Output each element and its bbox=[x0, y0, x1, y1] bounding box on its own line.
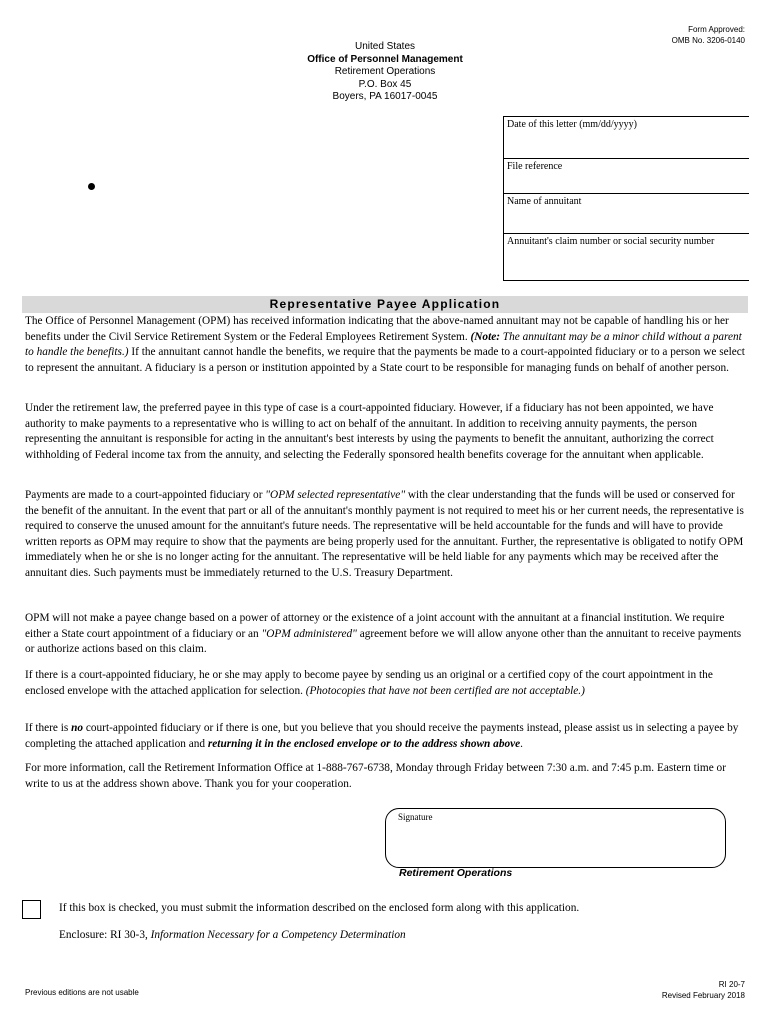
p4-quote: "OPM administered" bbox=[261, 627, 357, 640]
date-label: Date of this letter (mm/dd/yyyy) bbox=[507, 119, 637, 130]
p6-text-a: If there is bbox=[25, 722, 72, 734]
enclosure-title: Information Necessary for a Competency Determination bbox=[150, 929, 406, 941]
paragraph-3 bbox=[25, 488, 750, 582]
city-state-zip: Boyers, PA 16017-0045 bbox=[332, 91, 438, 103]
paragraph-1 bbox=[25, 314, 750, 376]
signature-label: Signature bbox=[398, 812, 433, 822]
annuitant-name-field[interactable] bbox=[504, 194, 749, 234]
agency-name: Office of Personnel Management bbox=[307, 53, 463, 65]
claim-number-label: Annuitant's claim number or social security number bbox=[507, 236, 715, 247]
date-field[interactable] bbox=[504, 117, 749, 159]
checkbox-instruction: If this box is checked, you must submit the information described on the enclosed form along with this application. bbox=[59, 902, 580, 914]
paragraph-5 bbox=[25, 668, 750, 699]
agency-address-header bbox=[255, 41, 515, 104]
enclosure-label: Enclosure: RI 30-3, bbox=[59, 929, 151, 941]
p6-text-c: . bbox=[520, 737, 523, 750]
enclosure-line bbox=[59, 929, 406, 941]
p3-quote: "OPM selected representative" bbox=[265, 489, 406, 501]
division-name: Retirement Operations bbox=[334, 66, 436, 78]
file-reference-field[interactable] bbox=[504, 159, 749, 194]
footer-form-id bbox=[662, 979, 745, 1001]
competency-checkbox[interactable] bbox=[22, 900, 41, 919]
form-approved-label: Form Approved: bbox=[688, 25, 745, 34]
file-reference-label: File reference bbox=[507, 161, 563, 172]
letter-info-box bbox=[503, 116, 749, 281]
claim-number-field[interactable] bbox=[504, 234, 749, 280]
bullet-dot bbox=[88, 183, 95, 190]
p1-note-label: (Note: bbox=[470, 330, 500, 343]
p4-text-a: OPM will not make a payee change based on a power of attorney or the existence of a joint account with the annuitant at a financial institution. We require either a State court appointment of a fiduciary or an bbox=[25, 612, 725, 640]
p5-italic: (Photocopies that have not been certified are not acceptable.) bbox=[305, 684, 585, 697]
country-line: United States bbox=[354, 41, 416, 52]
p4-text-b: agreement before we will allow anyone other than the annuitant to receive payments or authorize actions based on this claim. bbox=[25, 627, 742, 656]
paragraph-7: For more information, call the Retirement Information Office at 1-888-767-6738, Monday through Friday between 7:30 a.m. and 7:45 p.m. Eastern time or write to us at the address shown above. Thank you for your cooperation. bbox=[25, 762, 726, 790]
paragraph-4 bbox=[25, 611, 750, 658]
signature-box[interactable] bbox=[385, 808, 726, 868]
form-approval-note bbox=[672, 24, 745, 46]
p6-no: no bbox=[71, 722, 84, 734]
p3-text-b: with the clear understanding that the funds will be used or conserved for the benefit of the annuitant. In the event that part or all of the annuitant's monthly payment is not required to meet his or her current needs, the representative is required to conserve the unused amount for the annuitant's future needs. The representative will be held accountable for the funds and will have to provide written reports as OPM may require to show that the payments are being properly used for the annuitant. Further, the representative is obligated to notify OPM immediately when he or she is no longer acting for the annuitant. The representative will be held liable for any payments which may be received after the annuitant dies. Such payments must be immediately returned to the U.S. Treasury Department. bbox=[25, 489, 744, 579]
p1-text-b: If the annuitant cannot handle the benefits, we require that the payments be made to a court-appointed fiduciary or to a person we select to represent the annuitant. A fiduciary is a person or institution appointed by a State court to be responsible for managing funds on behalf of another person. bbox=[25, 346, 745, 374]
p1-note-text: The annuitant may be a minor child without a parent to handle the benefits.) bbox=[25, 330, 742, 359]
signature-office: Retirement Operations bbox=[399, 867, 513, 879]
form-number: RI 20-7 bbox=[718, 980, 745, 989]
p6-return-instruction: returning it in the enclosed envelope or to the address shown above bbox=[207, 737, 521, 750]
omb-number: OMB No. 3206-0140 bbox=[671, 36, 745, 45]
annuitant-name-label: Name of annuitant bbox=[507, 196, 582, 207]
footer-editions-note: Previous editions are not usable bbox=[25, 988, 139, 997]
revision-date: Revised February 2018 bbox=[661, 991, 745, 1000]
po-box: P.O. Box 45 bbox=[358, 78, 412, 90]
paragraph-2: Under the retirement law, the preferred payee in this type of case is a court-appointed fiduciary. However, if a fiduciary has not been appointed, we have authority to make payments to a representative who is willing to act on behalf of the annuitant. In addition to receiving annuity payments, the person representing the annuitant is responsible for acting in the annuitant's best interests by using the payments to benefit the annuitant, authorizing the correct withholding of Federal income tax from the annuity, and selecting the Federally sponsored health benefits coverage for the annuitant when applicable. bbox=[25, 402, 714, 461]
p6-text-b: court-appointed fiduciary or if there is one, but you believe that you should receive the payments instead, please assist us in selecting a payee by completing the attached application and bbox=[25, 722, 739, 750]
form-title: Representative Payee Application bbox=[22, 296, 748, 313]
paragraph-6 bbox=[25, 721, 750, 752]
p5-text-a: If there is a court-appointed fiduciary, he or she may apply to become payee by sending us an original or a certified copy of the court appointment in the enclosed envelope with the attached application for selection. bbox=[25, 669, 713, 697]
p3-text-a: Payments are made to a court-appointed fiduciary or bbox=[25, 489, 266, 501]
p1-text-a: The Office of Personnel Management (OPM) has received information indicating that the above-named annuitant may not be capable of handling his or her benefits under the Civil Service Retirement System or the Federal Employees Retirement System. bbox=[25, 315, 729, 343]
